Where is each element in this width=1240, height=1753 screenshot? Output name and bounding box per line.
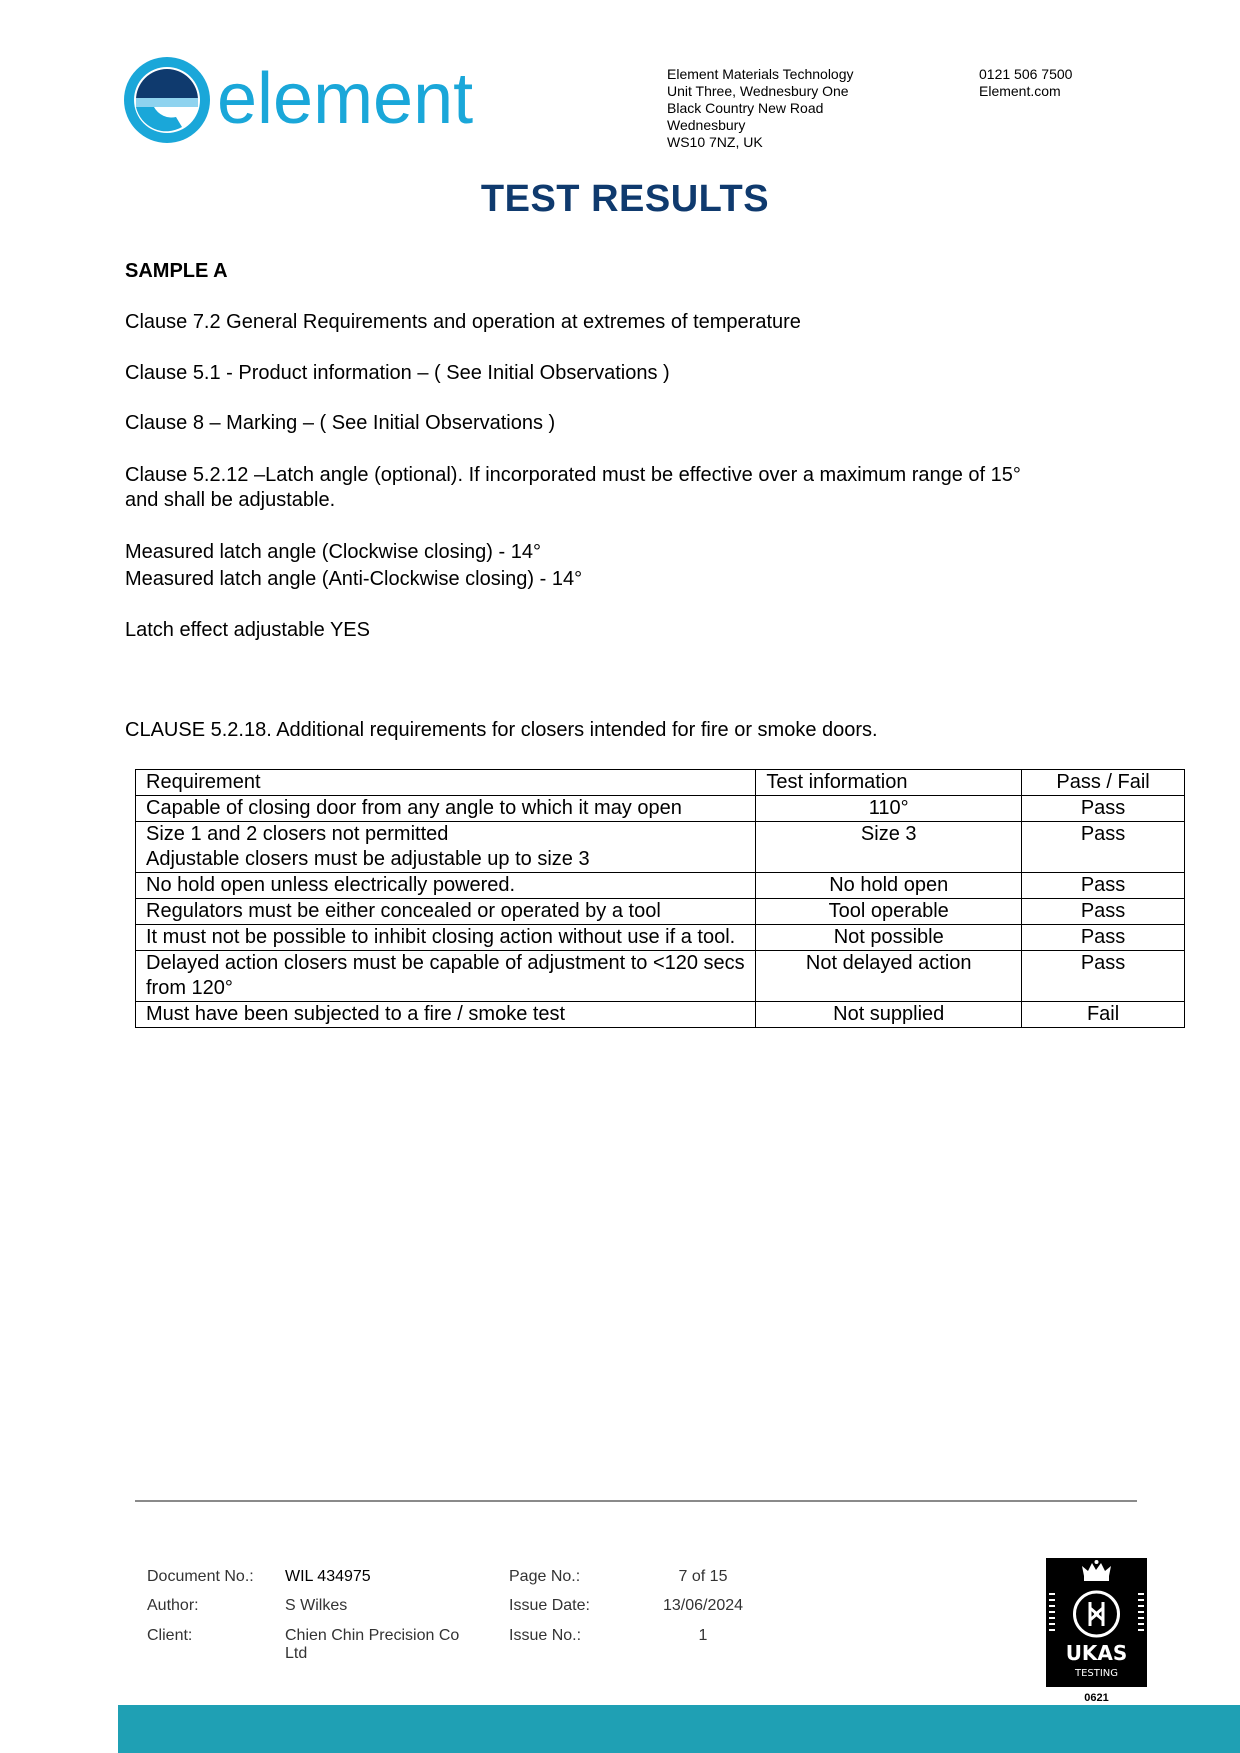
ukas-accreditation-mark xyxy=(1046,1558,1147,1687)
column-header: Test information xyxy=(756,770,1022,796)
latch-adjustable: Latch effect adjustable YES xyxy=(125,619,370,641)
address-line: Wednesbury xyxy=(667,117,746,133)
clause-5-2-18: CLAUSE 5.2.18. Additional requirements for closers intended for fire or smoke doors. xyxy=(125,719,878,741)
document-no-label: Document No.: xyxy=(147,1568,254,1585)
company-address xyxy=(667,66,854,151)
address-line: Black Country New Road xyxy=(667,100,824,116)
test-info-cell: Not supplied xyxy=(756,1002,1022,1028)
table-row xyxy=(136,1002,1185,1028)
clause-5-1: Clause 5.1 - Product information – ( See Initial Observations ) xyxy=(125,362,670,384)
logo-wordmark: element xyxy=(217,59,474,139)
requirement-cell: It must not be possible to inhibit closing action without use if a tool. xyxy=(136,925,756,951)
ukas-number: 0621 xyxy=(1084,1692,1109,1704)
requirements-table xyxy=(135,769,1185,1028)
table-row xyxy=(136,822,1185,873)
result-cell: Pass xyxy=(1022,925,1185,951)
result-cell: Pass xyxy=(1022,822,1185,873)
document-no-value: WIL 434975 xyxy=(285,1568,371,1585)
website: Element.com xyxy=(979,83,1061,99)
client-label: Client: xyxy=(147,1627,193,1644)
table-header-row xyxy=(136,770,1185,796)
table-row xyxy=(136,796,1185,822)
result-cell: Pass xyxy=(1022,796,1185,822)
clause-5-2-12-line1: Clause 5.2.12 –Latch angle (optional). If incorporated must be effective over a maximum range of 15° xyxy=(125,464,1021,486)
page-no-label: Page No.: xyxy=(509,1568,581,1585)
issue-date-label: Issue Date: xyxy=(509,1597,590,1614)
page-no-value: 7 of 15 xyxy=(678,1568,728,1585)
test-info-cell: Not possible xyxy=(756,925,1022,951)
sample-heading: SAMPLE A xyxy=(125,260,228,282)
latch-angle-anticlockwise: Measured latch angle (Anti-Clockwise closing) - 14° xyxy=(125,568,583,590)
requirement-cell: No hold open unless electrically powered. xyxy=(136,873,756,899)
footer-divider xyxy=(135,1500,1137,1502)
element-logo xyxy=(124,55,504,145)
column-header: Requirement xyxy=(136,770,756,796)
phone-number: 0121 506 7500 xyxy=(979,66,1073,82)
client-line: Ltd xyxy=(285,1645,308,1662)
test-info-cell: Size 3 xyxy=(756,822,1022,873)
issue-no-value: 1 xyxy=(698,1627,708,1644)
column-header: Pass / Fail xyxy=(1022,770,1185,796)
result-cell: Fail xyxy=(1022,1002,1185,1028)
requirement-cell: Regulators must be either concealed or operated by a tool xyxy=(136,899,756,925)
table-row xyxy=(136,951,1185,1002)
clause-8: Clause 8 – Marking – ( See Initial Observations ) xyxy=(125,412,556,434)
test-info-cell: Tool operable xyxy=(756,899,1022,925)
author-label: Author: xyxy=(147,1597,199,1614)
issue-date-value: 13/06/2024 xyxy=(662,1597,744,1614)
ukas-text: UKAS xyxy=(1065,1641,1128,1665)
ukas-subtext: TESTING xyxy=(1074,1668,1119,1679)
company-contact xyxy=(979,66,1072,100)
result-cell: Pass xyxy=(1022,873,1185,899)
result-cell: Pass xyxy=(1022,951,1185,1002)
table-row xyxy=(136,873,1185,899)
requirement-cell: Delayed action closers must be capable of adjustment to <120 secs from 120° xyxy=(136,951,756,1002)
table-row xyxy=(136,899,1185,925)
clause-5-2-12-line2: and shall be adjustable. xyxy=(125,489,336,511)
test-info-cell: No hold open xyxy=(756,873,1022,899)
requirement-cell: Must have been subjected to a fire / smoke test xyxy=(136,1002,756,1028)
requirement-line: Adjustable closers must be adjustable up to size 3 xyxy=(146,848,590,870)
requirement-cell xyxy=(136,822,756,873)
test-info-cell: 110° xyxy=(756,796,1022,822)
client-value xyxy=(285,1627,459,1663)
table-row xyxy=(136,925,1185,951)
issue-no-label: Issue No.: xyxy=(509,1627,582,1644)
client-line: Chien Chin Precision Co xyxy=(285,1627,460,1644)
address-line: WS10 7NZ, UK xyxy=(667,134,763,150)
requirement-cell: Capable of closing door from any angle to which it may open xyxy=(136,796,756,822)
latch-angle-clockwise: Measured latch angle (Clockwise closing) - 14° xyxy=(125,541,541,563)
author-value: S Wilkes xyxy=(285,1597,348,1614)
footer-color-bar xyxy=(118,1705,1240,1753)
address-line: Unit Three, Wednesbury One xyxy=(667,83,849,99)
requirement-line: Size 1 and 2 closers not permitted xyxy=(146,823,449,845)
address-line: Element Materials Technology xyxy=(667,66,854,82)
test-info-cell: Not delayed action xyxy=(756,951,1022,1002)
clause-7-2: Clause 7.2 General Requirements and operation at extremes of temperature xyxy=(125,311,801,333)
page-title: TEST RESULTS xyxy=(480,178,770,220)
result-cell: Pass xyxy=(1022,899,1185,925)
